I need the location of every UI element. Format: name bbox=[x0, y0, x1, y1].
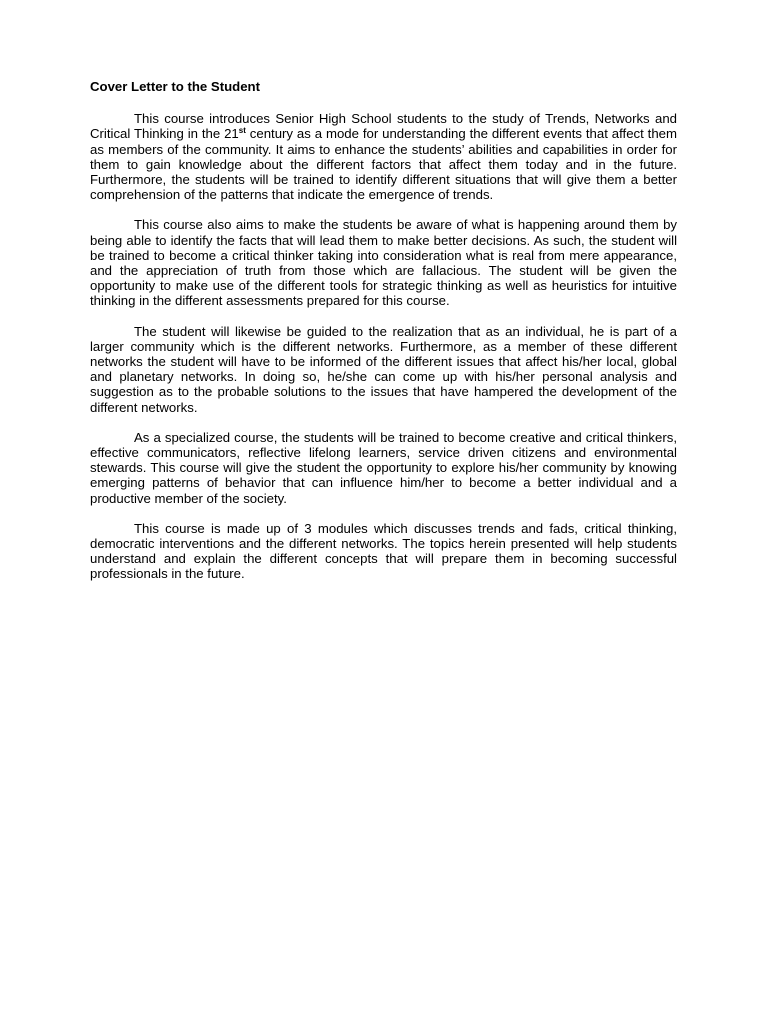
paragraph-awareness: This course also aims to make the students be aware of what is happening around them by being able to identify the facts that will lead them to make better decisions. As such, the student will be trained to become a critical thinker taking into consideration what is real from mere appearance, and the appreciation of truth from those which are fallacious. The student will be given the opportunity to make use of the different tools for strategic thinking as well as heuristics for intuitive thinking in the different assessments prepared for this course. bbox=[90, 217, 677, 309]
document-title: Cover Letter to the Student bbox=[90, 79, 260, 94]
paragraph-networks: The student will likewise be guided to the realization that as an individual, he is part of a larger community which is the different networks. Furthermore, as a member of these different networks the student will have to be informed of the different issues that affect his/her local, global and planetary networks. In doing so, he/she can come up with his/her personal analysis and suggestion as to the probable solutions to the issues that have hampered the development of the different networks. bbox=[90, 323, 677, 415]
paragraph-introduction bbox=[90, 111, 677, 202]
paragraph-text-after-superscript: century as a mode for understanding the different events that affect them as members of the community. It aims to enhance the students’ abilities and capabilities in order for them to gain knowledge about the different factors that affect them today and in the future. Furthermore, the students will be trained to identify different situations that will give them a better comprehension of the patterns that indicate the emergence of trends. bbox=[90, 126, 677, 203]
paragraph-modules: This course is made up of 3 modules which discusses trends and fads, critical thinking, democratic interventions and the different networks. The topics herein presented will help students understand and explain the different concepts that will prepare them in becoming successful professionals in the future. bbox=[90, 520, 677, 582]
paragraph-specialized-course: As a specialized course, the students will be trained to become creative and critical thinkers, effective communicators, reflective lifelong learners, service driven citizens and environmental stewards. This course will give the student the opportunity to explore his/her community by knowing emerging patterns of behavior that can influence him/her to become a better individual and a productive member of the society. bbox=[90, 429, 677, 506]
document-page bbox=[90, 79, 677, 597]
paragraph-text-before-superscript: This course introduces Senior High School students to the study of Trends, Networks and Critical Thinking in the 21 bbox=[90, 111, 677, 142]
ordinal-superscript: st bbox=[238, 126, 246, 136]
